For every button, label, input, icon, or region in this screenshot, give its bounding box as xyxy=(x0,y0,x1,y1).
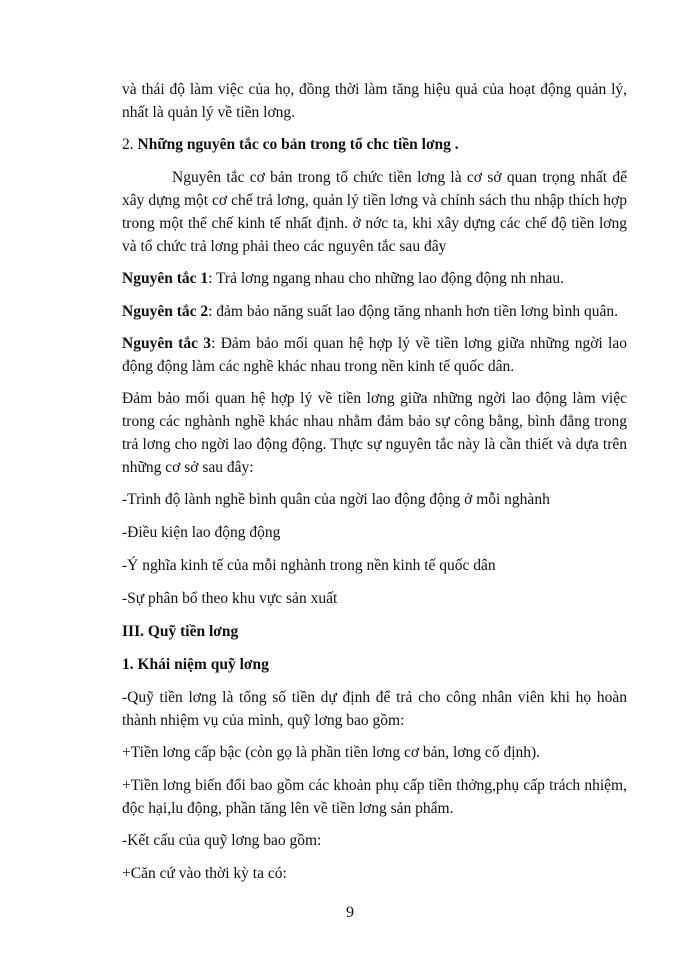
section-heading-3: III. Quỹ tiền lơng xyxy=(122,623,239,640)
principle-2 xyxy=(122,300,627,323)
principle-3-label: Nguyên tắc 3 xyxy=(122,335,212,352)
principle-2-text: : đảm bảo năng suất lao động tăng nhanh hơn tiền lơng bình quân. xyxy=(208,303,618,320)
paragraph-explanation: Đảm bảo mối quan hệ hợp lý về tiền lơng giữa những ngời lao động làm việc trong các nghành nghề khác nhau nhằm đảm bảo sự công bằng, bình đẳng trong trả lơng cho ngời lao động động. Thực sự nguyên tắc này là cần thiết và dựa trên những cơ sở sau đây: xyxy=(122,390,627,476)
paragraph-principles-intro: Nguyên tắc cơ bản trong tổ chức tiền lơng là cơ sở quan trọng nhất để xây dựng một cơ chế trả lơng, quản lý tiền lơng và chính sách thu nhập thích hợp trong một thể chế kinh tế nhất định. ở nớc ta, khi xây dựng các chế độ tiền lơng và tổ chức trả lơng phải theo các nguyên tắc sau đây xyxy=(122,169,627,255)
paragraph-fund-definition: -Quỹ tiền lơng là tổng số tiền dự định để trả cho công nhân viên khi họ hoàn thành nhiệm vụ của mình, quỹ lơng bao gồm: xyxy=(122,689,627,729)
principle-1-text: : Trả lơng ngang nhau cho những lao động động nh nhau. xyxy=(208,270,564,287)
section-title: Những nguyên tắc co bản trong tổ chc tiền lơng . xyxy=(137,136,459,153)
principle-1 xyxy=(122,267,627,290)
principle-2-label: Nguyên tắc 2 xyxy=(122,303,209,320)
section-heading-2 xyxy=(122,133,627,156)
basis-item-1: -Trình độ lành nghề bình quân của ngời lao động động ở mỗi nghành xyxy=(122,491,550,508)
document-page xyxy=(122,78,627,895)
subsection-heading-1: 1. Khái niệm quỹ lơng xyxy=(122,656,269,673)
paragraph-fund-variable: +Tiền lơng biến đổi bao gồm các khoản phụ cấp tiền thởng,phụ cấp trách nhiệm, độc hại,lu động, phần tăng lên về tiền lơng sản phẩm. xyxy=(122,777,627,817)
principle-3-text: : Đảm bảo mối quan hệ hợp lý về tiền lơng giữa những ngời lao động động làm các nghề khác nhau trong nền kinh tế quốc dân. xyxy=(122,335,627,375)
paragraph-fund-period: +Căn cứ vào thời kỳ ta có: xyxy=(122,865,287,882)
basis-item-4: -Sự phân bổ theo khu vực sản xuất xyxy=(122,590,338,607)
paragraph-fund-structure: -Kết cấu của quỹ lơng bao gồm: xyxy=(122,832,322,849)
paragraph-intro: và thái độ làm việc của họ, đồng thời làm tăng hiệu quả của hoạt động quản lý, nhất là quản lý về tiền lơng. xyxy=(122,81,627,121)
basis-item-3: -Ý nghĩa kinh tế của mỗi nghành trong nền kinh tế quốc dân xyxy=(122,557,496,574)
page-number: 9 xyxy=(346,904,354,921)
principle-3 xyxy=(122,332,627,378)
basis-item-2: -Điều kiện lao động động xyxy=(122,524,281,541)
principle-1-label: Nguyên tắc 1 xyxy=(122,270,209,287)
section-number: 2. xyxy=(122,136,134,153)
paragraph-fund-grade: +Tiền lơng cấp bậc (còn gọ là phần tiền lơng cơ bản, lơng cố định). xyxy=(122,744,541,761)
